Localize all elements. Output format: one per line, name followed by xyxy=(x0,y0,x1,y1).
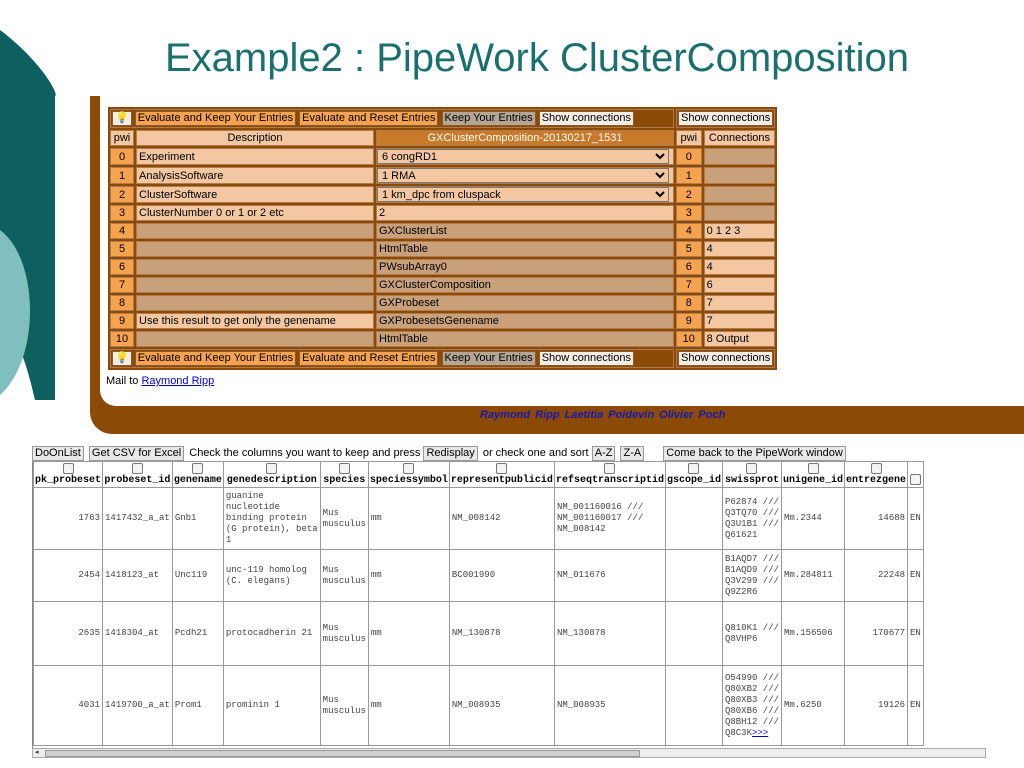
cell-text: NM_001160016 /// NM_001160017 /// NM_008142 xyxy=(556,502,644,534)
table-cell xyxy=(554,488,665,550)
table-cell xyxy=(172,602,223,666)
table-cell xyxy=(782,666,845,746)
column-label: genedescription xyxy=(226,475,317,486)
table-cell xyxy=(665,488,722,550)
column-label: species xyxy=(323,475,366,486)
table-cell xyxy=(103,488,173,550)
sort-az-button[interactable]: A-Z xyxy=(592,446,616,461)
cell-text: EN xyxy=(910,700,921,710)
column-header[interactable] xyxy=(320,462,368,488)
table-cell xyxy=(368,666,449,746)
keep-entries-button[interactable]: Keep Your Entries xyxy=(442,351,536,366)
table-cell xyxy=(223,602,320,666)
connections-field[interactable]: 7 xyxy=(704,295,776,311)
cell-text: EN xyxy=(910,513,921,523)
table-cell xyxy=(782,488,845,550)
table-cell xyxy=(449,550,554,602)
table-cell xyxy=(103,602,173,666)
row-index: 7 xyxy=(110,277,134,293)
slide-decoration xyxy=(0,0,70,420)
table-cell xyxy=(665,602,722,666)
column-label: genename xyxy=(173,475,222,486)
cell-text: 14688 xyxy=(878,513,906,523)
pipework-row xyxy=(110,313,775,329)
column-header[interactable] xyxy=(368,462,449,488)
row-index-right: 10 xyxy=(676,331,702,347)
table-cell xyxy=(223,666,320,746)
value-field[interactable]: PWsubArray0 xyxy=(376,259,674,275)
value-field[interactable]: GXProbeset xyxy=(376,295,674,311)
table-cell xyxy=(223,550,320,602)
table-cell xyxy=(320,550,368,602)
row-index: 5 xyxy=(110,241,134,257)
connections-field[interactable] xyxy=(704,148,776,165)
table-cell xyxy=(172,550,223,602)
table-cell xyxy=(449,666,554,746)
cell-text: Gnb1 xyxy=(174,513,197,523)
show-connections-button[interactable]: Show connections xyxy=(539,111,634,126)
column-header[interactable] xyxy=(908,462,924,488)
table-cell xyxy=(34,666,103,746)
column-checkbox[interactable] xyxy=(871,463,882,474)
connections-field[interactable] xyxy=(704,186,776,203)
get-csv-button[interactable]: Get CSV for Excel xyxy=(89,446,184,461)
table-cell xyxy=(368,488,449,550)
table-cell xyxy=(449,488,554,550)
row-index: 0 xyxy=(110,148,134,165)
header-pipeline-name: GXClusterComposition-20130217_1531 xyxy=(376,130,674,146)
column-checkbox[interactable] xyxy=(604,463,615,474)
column-label: pk_probeset xyxy=(35,475,102,486)
value-select[interactable] xyxy=(377,149,669,164)
do-on-list-button[interactable]: DoOnList xyxy=(32,446,84,461)
column-label: probeset_id xyxy=(104,475,171,486)
description-field[interactable] xyxy=(136,223,374,239)
pipework-table xyxy=(108,107,777,370)
column-checkbox[interactable] xyxy=(808,463,819,474)
table-row xyxy=(34,602,924,666)
row-index: 4 xyxy=(110,223,134,239)
mail-line xyxy=(106,375,214,387)
row-index: 1 xyxy=(110,167,134,184)
column-label: swissprot xyxy=(724,475,779,486)
column-header[interactable] xyxy=(34,462,103,488)
cell-text: 1417432_a_at xyxy=(105,513,170,523)
row-index: 8 xyxy=(110,295,134,311)
pipework-row xyxy=(110,241,775,257)
cell-text: Mus musculus xyxy=(322,694,366,716)
column-header[interactable] xyxy=(554,462,665,488)
table-row xyxy=(34,666,924,746)
table-cell xyxy=(722,550,781,602)
evaluate-keep-button[interactable]: Evaluate and Keep Your Entries xyxy=(135,351,296,366)
value-field[interactable]: GXClusterComposition xyxy=(376,277,674,293)
cell-text: Mm.6250 xyxy=(784,700,822,710)
cell-text: NM_008935 xyxy=(556,700,606,710)
table-cell xyxy=(320,488,368,550)
cell-text: 2635 xyxy=(78,628,101,638)
value-select[interactable] xyxy=(377,187,669,202)
cell-text: 4031 xyxy=(78,700,101,710)
row-index-right: 9 xyxy=(676,313,702,329)
cell-text: 19126 xyxy=(878,700,906,710)
cell-text: 2454 xyxy=(78,570,101,580)
value-field[interactable]: HtmlTable xyxy=(376,331,674,347)
show-connections-right-button[interactable]: Show connections xyxy=(678,111,773,126)
column-header[interactable] xyxy=(665,462,722,488)
cell-text: 170677 xyxy=(872,628,906,638)
cell-text: P62874 /// Q3TQ70 /// Q3U1B1 /// Q61621 xyxy=(724,496,779,540)
cell-text: Q810K1 /// Q8VHP6 xyxy=(724,622,779,644)
column-label: representpublicid xyxy=(450,475,553,486)
description-field[interactable] xyxy=(136,241,374,257)
connections-field[interactable] xyxy=(704,167,776,184)
description-field[interactable]: Use this result to get only the genename xyxy=(136,313,374,329)
row-index: 10 xyxy=(110,331,134,347)
row-index-right: 3 xyxy=(676,205,702,221)
connections-field[interactable]: 8 Output xyxy=(704,331,776,347)
table-cell xyxy=(908,488,924,550)
column-checkbox[interactable] xyxy=(192,463,203,474)
table-cell xyxy=(172,666,223,746)
table-cell xyxy=(368,550,449,602)
evaluate-reset-button[interactable]: Evaluate and Reset Entries xyxy=(299,111,438,126)
results-table xyxy=(33,461,924,746)
table-cell xyxy=(368,602,449,666)
table-cell xyxy=(665,550,722,602)
column-label: unigene_id xyxy=(783,475,844,486)
pipework-row xyxy=(110,205,775,221)
cell-text: 1419700_a_at xyxy=(105,700,170,710)
table-row xyxy=(34,488,924,550)
table-cell xyxy=(722,602,781,666)
cell-text: unc-119 homolog (C. elegans) xyxy=(225,564,307,586)
cell-text: mm xyxy=(370,700,382,710)
table-cell xyxy=(320,602,368,666)
scrollbar-thumb[interactable] xyxy=(45,750,640,757)
table-cell xyxy=(722,488,781,550)
column-label: gscope_id xyxy=(666,475,721,486)
row-index-right: 8 xyxy=(676,295,702,311)
show-connections-button[interactable]: Show connections xyxy=(539,351,634,366)
table-cell xyxy=(845,550,908,602)
cell-text: protocadherin 21 xyxy=(225,628,313,638)
column-label: refseqtranscriptid xyxy=(555,475,664,486)
mail-link[interactable]: Raymond Ripp xyxy=(141,375,215,387)
description-field[interactable]: Experiment xyxy=(136,148,374,165)
lightbulb-icon[interactable]: 💡 xyxy=(112,111,132,126)
row-index-right: 5 xyxy=(676,241,702,257)
toolbar-text-check: Check the columns you want to keep and press xyxy=(189,447,421,459)
table-cell xyxy=(554,602,665,666)
sort-za-button[interactable]: Z-A xyxy=(620,446,644,461)
column-checkbox[interactable] xyxy=(339,463,350,474)
row-index: 6 xyxy=(110,259,134,275)
table-cell xyxy=(554,550,665,602)
pipework-row xyxy=(110,223,775,239)
value-field[interactable]: GXClusterList xyxy=(376,223,674,239)
cell-text: mm xyxy=(370,628,382,638)
cell-text: prominin 1 xyxy=(225,700,280,710)
column-checkbox[interactable] xyxy=(132,463,143,474)
table-cell xyxy=(908,666,924,746)
evaluate-keep-button[interactable]: Evaluate and Keep Your Entries xyxy=(135,111,296,126)
header-description: Description xyxy=(136,130,374,146)
cell-text: Mm.284811 xyxy=(784,570,833,580)
description-field[interactable]: AnalysisSoftware xyxy=(136,167,374,184)
table-cell xyxy=(908,602,924,666)
slide-title: Example2 : PipeWork ClusterComposition xyxy=(165,36,910,80)
horizontal-scrollbar[interactable] xyxy=(32,748,986,758)
table-cell xyxy=(172,488,223,550)
cell-text: 1763 xyxy=(78,513,101,523)
cell-text: NM_008142 xyxy=(451,513,501,523)
column-label: speciessymbol xyxy=(369,475,448,486)
row-index: 2 xyxy=(110,186,134,203)
connections-field[interactable]: 4 xyxy=(704,241,776,257)
description-field[interactable]: ClusterNumber 0 or 1 or 2 etc xyxy=(136,205,374,221)
cell-text: guanine nucleotide binding protein (G protein), beta 1 xyxy=(225,491,318,545)
description-field[interactable] xyxy=(136,331,374,347)
scroll-left-arrow-icon[interactable]: ◂ xyxy=(35,749,39,756)
column-header[interactable] xyxy=(845,462,908,488)
mail-prefix: Mail to xyxy=(106,375,139,387)
column-checkbox[interactable] xyxy=(63,463,74,474)
column-header[interactable] xyxy=(722,462,781,488)
cell-text: Pcdh21 xyxy=(174,628,208,638)
table-row xyxy=(34,550,924,602)
table-cell xyxy=(34,550,103,602)
cell-text: mm xyxy=(370,570,382,580)
cell-text: Mus musculus xyxy=(322,622,366,644)
cell-text: 1418123_at xyxy=(105,570,160,580)
table-cell xyxy=(554,666,665,746)
pipework-row xyxy=(110,295,775,311)
column-checkbox[interactable] xyxy=(496,463,507,474)
row-index-right: 1 xyxy=(676,167,702,184)
pipework-row xyxy=(110,167,775,184)
cell-text: NM_130878 xyxy=(556,628,606,638)
column-checkbox[interactable] xyxy=(746,463,757,474)
table-cell xyxy=(103,666,173,746)
header-connections: Connections xyxy=(704,130,776,146)
column-checkbox[interactable] xyxy=(910,474,921,485)
cell-text: NM_008935 xyxy=(451,700,501,710)
column-label: entrezgene xyxy=(846,475,907,486)
cell-text: Mm.156506 xyxy=(784,628,833,638)
cell-text: mm xyxy=(370,513,382,523)
connections-field[interactable]: 6 xyxy=(704,277,776,293)
row-index: 9 xyxy=(110,313,134,329)
cell-text: BC001990 xyxy=(451,570,496,580)
authors: Raymond Ripp Laetitia Poidevin Olivier Poch xyxy=(480,409,726,421)
table-cell xyxy=(665,666,722,746)
connections-field[interactable] xyxy=(704,205,776,221)
column-header[interactable] xyxy=(449,462,554,488)
show-connections-right-button[interactable]: Show connections xyxy=(678,351,773,366)
pipework-row xyxy=(110,277,775,293)
value-field[interactable]: HtmlTable xyxy=(376,241,674,257)
keep-entries-button[interactable]: Keep Your Entries xyxy=(442,111,536,126)
table-cell xyxy=(223,488,320,550)
description-field[interactable]: ClusterSoftware xyxy=(136,186,374,203)
row-index-right: 0 xyxy=(676,148,702,165)
column-header[interactable] xyxy=(172,462,223,488)
redisplay-button[interactable]: Redisplay xyxy=(423,446,477,461)
cell-text: Mus musculus xyxy=(322,507,366,529)
cell-text: 22248 xyxy=(878,570,906,580)
column-header[interactable] xyxy=(223,462,320,488)
row-index-right: 4 xyxy=(676,223,702,239)
row-index: 3 xyxy=(110,205,134,221)
column-checkbox[interactable] xyxy=(688,463,699,474)
cell-text: Mm.2344 xyxy=(784,513,822,523)
pipework-row xyxy=(110,186,775,203)
cell-text: 1418304_at xyxy=(105,628,160,638)
connections-field[interactable]: 4 xyxy=(704,259,776,275)
cell-text: EN xyxy=(910,628,921,638)
row-index-right: 6 xyxy=(676,259,702,275)
table-cell xyxy=(845,488,908,550)
header-pwi-right: pwi xyxy=(676,130,702,146)
column-header[interactable] xyxy=(103,462,173,488)
table-toolbar xyxy=(32,446,848,461)
cell-text: Mus musculus xyxy=(322,564,366,586)
value-field[interactable]: 2 xyxy=(376,205,674,221)
column-checkbox[interactable] xyxy=(403,463,414,474)
cell-text: EN xyxy=(910,570,921,580)
toolbar-text-sort: or check one and sort xyxy=(482,447,589,459)
table-cell xyxy=(34,602,103,666)
cell-text: Unc119 xyxy=(174,570,208,580)
table-cell xyxy=(34,488,103,550)
cell-text: O54990 /// Q80XB2 /// Q80XB3 /// Q80XB6 /// Q8BH12 /// Q8C3K xyxy=(724,672,779,738)
cell-text: B1AQD7 /// B1AQD9 /// Q3V299 /// Q9Z2R6 xyxy=(724,553,779,597)
table-cell xyxy=(908,550,924,602)
table-cell xyxy=(320,666,368,746)
come-back-button[interactable]: Come back to the PipeWork window xyxy=(663,446,846,461)
table-cell xyxy=(845,602,908,666)
more-link[interactable]: >>> xyxy=(752,727,769,738)
column-header[interactable] xyxy=(782,462,845,488)
lightbulb-icon[interactable]: 💡 xyxy=(112,351,132,366)
pipework-row xyxy=(110,331,775,347)
pipework-row xyxy=(110,259,775,275)
header-pwi: pwi xyxy=(110,130,134,146)
column-checkbox[interactable] xyxy=(266,463,277,474)
value-select[interactable] xyxy=(377,168,669,183)
row-index-right: 7 xyxy=(676,277,702,293)
value-field[interactable]: GXProbesetsGenename xyxy=(376,313,674,329)
table-cell xyxy=(782,550,845,602)
table-cell xyxy=(845,666,908,746)
description-field[interactable] xyxy=(136,295,374,311)
connections-field[interactable]: 7 xyxy=(704,313,776,329)
results-table-container xyxy=(32,461,987,748)
pipework-row xyxy=(110,148,775,165)
table-cell xyxy=(722,666,781,746)
table-cell xyxy=(449,602,554,666)
cell-text: NM_011676 xyxy=(556,570,606,580)
table-cell xyxy=(782,602,845,666)
table-cell xyxy=(103,550,173,602)
cell-text: NM_130878 xyxy=(451,628,501,638)
evaluate-reset-button[interactable]: Evaluate and Reset Entries xyxy=(299,351,438,366)
description-field[interactable] xyxy=(136,259,374,275)
cell-text: Prom1 xyxy=(174,700,202,710)
connections-field[interactable]: 0 1 2 3 xyxy=(704,223,776,239)
description-field[interactable] xyxy=(136,277,374,293)
row-index-right: 2 xyxy=(676,186,702,203)
